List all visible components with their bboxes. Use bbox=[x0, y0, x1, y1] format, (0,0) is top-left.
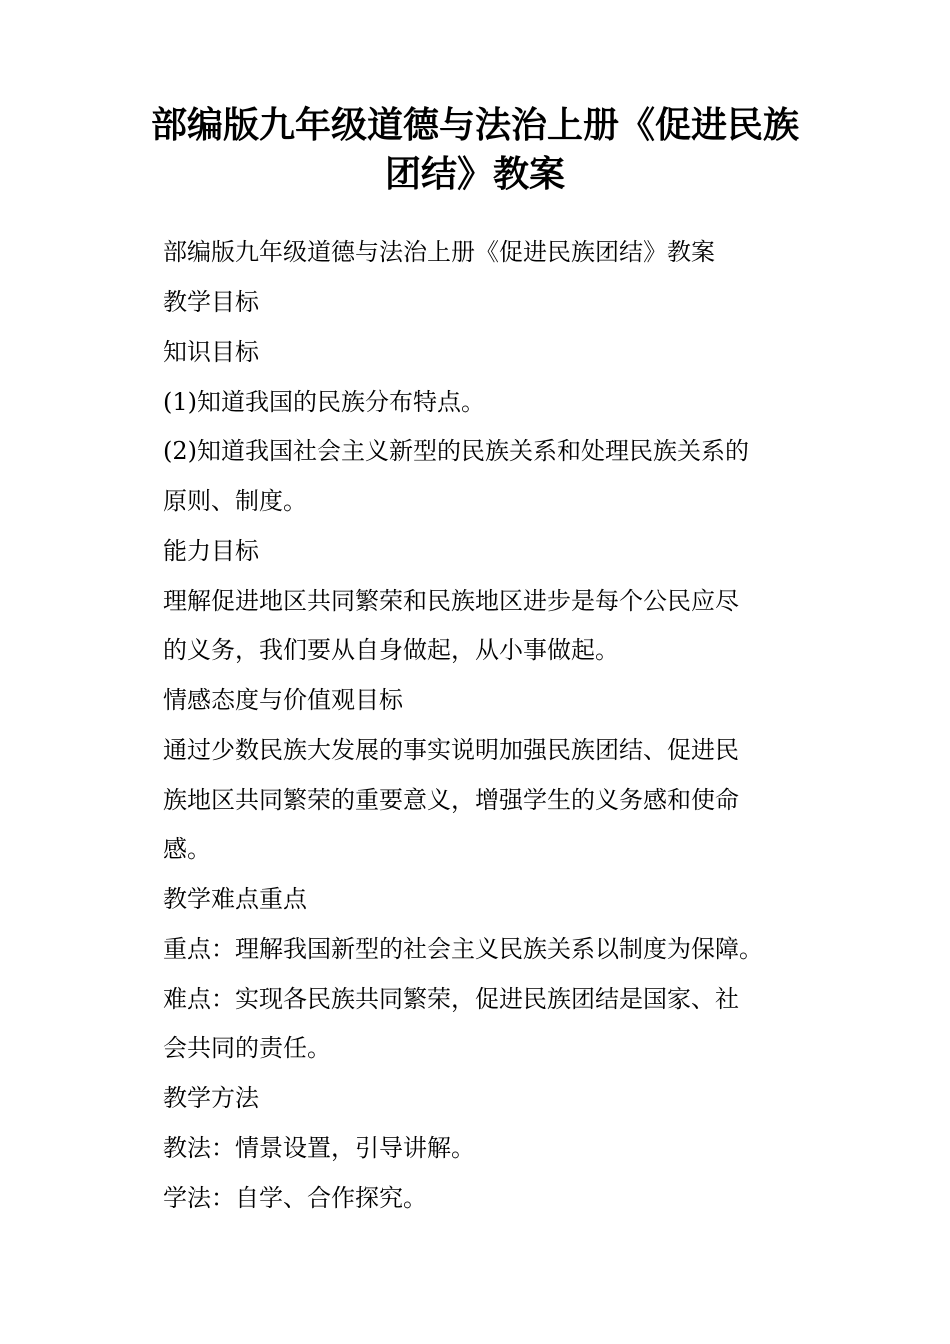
paragraph-line: 难点：实现各民族共同繁荣，促进民族团结是国家、社 bbox=[163, 985, 739, 1013]
subtitle-line: 部编版九年级道德与法治上册《促进民族团结》教案 bbox=[163, 238, 715, 266]
paragraph-line: 感。 bbox=[163, 835, 211, 863]
paragraph-line: 族地区共同繁荣的重要意义，增强学生的义务感和使命 bbox=[163, 786, 739, 814]
paragraph-line: 学法：自学、合作探究。 bbox=[163, 1184, 427, 1212]
heading-ability-goals: 能力目标 bbox=[163, 537, 259, 565]
heading-key-points: 教学难点重点 bbox=[163, 885, 307, 913]
paragraph-line: 重点：理解我国新型的社会主义民族关系以制度为保障。 bbox=[163, 935, 763, 963]
paragraph-line: 教法：情景设置，引导讲解。 bbox=[163, 1134, 475, 1162]
heading-attitude-goals: 情感态度与价值观目标 bbox=[163, 686, 403, 714]
heading-teaching-methods: 教学方法 bbox=[163, 1084, 259, 1112]
paragraph-line: 会共同的责任。 bbox=[163, 1034, 331, 1062]
paragraph-line: 通过少数民族大发展的事实说明加强民族团结、促进民 bbox=[163, 736, 739, 764]
paragraph-line: 原则、制度。 bbox=[163, 487, 307, 515]
paragraph-line: (1)知道我国的民族分布特点。 bbox=[163, 388, 485, 416]
paragraph-line: (2)知道我国社会主义新型的民族关系和处理民族关系的 bbox=[163, 437, 749, 465]
document-title-line-1: 部编版九年级道德与法治上册《促进民族 bbox=[150, 105, 799, 146]
paragraph-line: 的义务，我们要从自身做起，从小事做起。 bbox=[163, 636, 619, 664]
heading-knowledge-goals: 知识目标 bbox=[163, 338, 259, 366]
heading-teaching-goals: 教学目标 bbox=[163, 288, 259, 316]
document-title-line-2: 团结》教案 bbox=[384, 154, 565, 195]
paragraph-line: 理解促进地区共同繁荣和民族地区进步是每个公民应尽 bbox=[163, 587, 739, 615]
